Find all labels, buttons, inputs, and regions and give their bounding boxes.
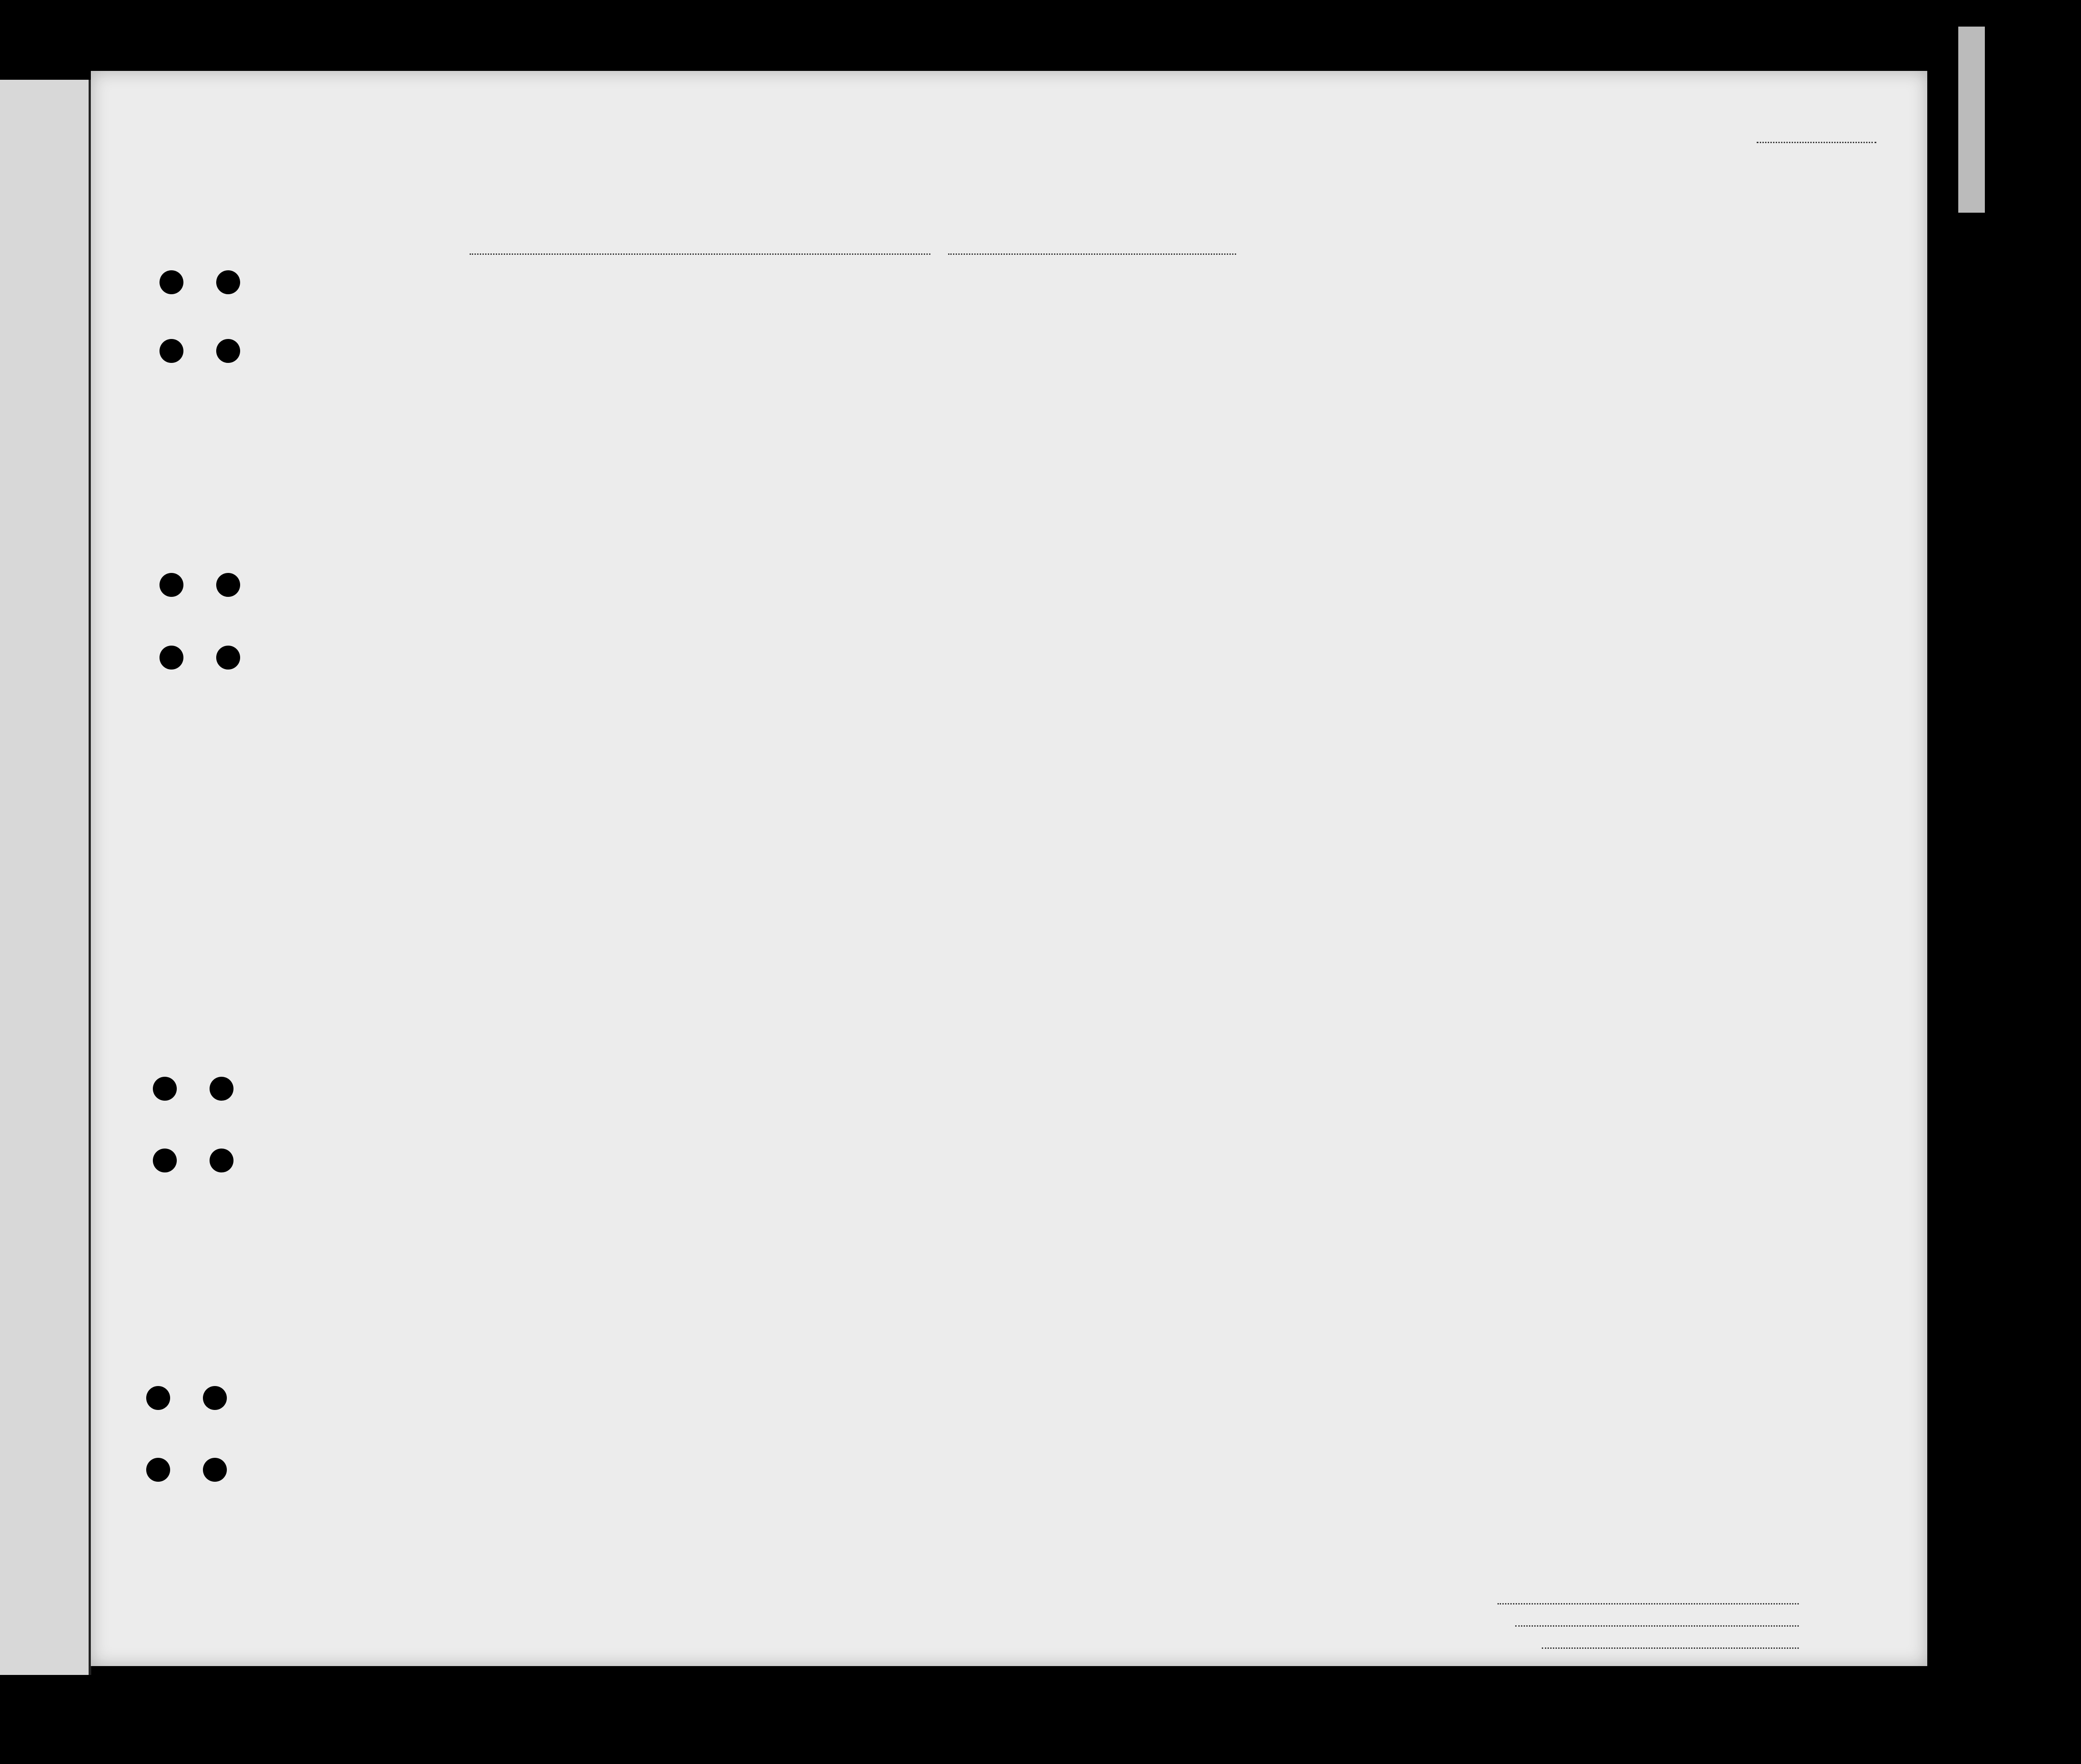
footer-owners-rule — [1515, 1625, 1799, 1627]
footer-line-rule — [1498, 1603, 1799, 1604]
footer-agents-rule — [1542, 1647, 1799, 1649]
